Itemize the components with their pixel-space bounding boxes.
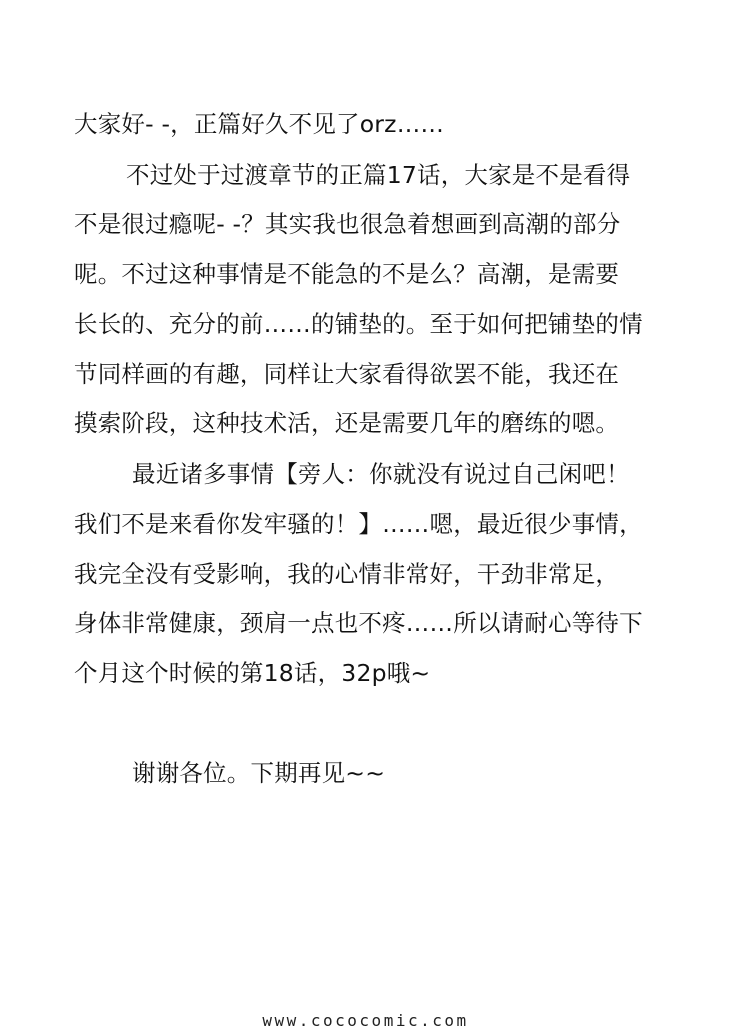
letter-line: 不过处于过渡章节的正篇17话，大家是不是看得 <box>126 161 631 189</box>
letter-line: 呢。不过这种事情是不能急的不是么？高潮，是需要 <box>74 260 620 288</box>
letter-line: 节同样画的有趣，同样让大家看得欲罢不能，我还在 <box>74 360 620 388</box>
letter-line-closing: 谢谢各位。下期再见~~ <box>132 759 386 787</box>
letter-line: 我完全没有受影响，我的心情非常好，干劲非常足， <box>74 560 620 588</box>
letter-line: 长长的、充分的前……的铺垫的。至于如何把铺垫的情 <box>74 310 643 338</box>
letter-line: 身体非常健康，颈肩一点也不疼……所以请耐心等待下 <box>74 609 643 637</box>
letter-line: 我们不是来看你发牢骚的！】……嗯，最近很少事情， <box>74 510 643 538</box>
letter-line-greeting: 大家好- -，正篇好久不见了orz…… <box>74 110 445 138</box>
site-watermark: www.cococomic.com <box>262 1011 469 1030</box>
letter-line: 摸索阶段，这种技术活，还是需要几年的磨练的嗯。 <box>74 409 620 437</box>
letter-line: 个月这个时候的第18话，32p哦~ <box>74 659 431 687</box>
letter-line: 最近诸多事情【旁人：你就没有说过自己闲吧！ <box>132 460 630 488</box>
letter-line: 不是很过瘾呢- -？其实我也很急着想画到高潮的部分 <box>74 210 621 238</box>
